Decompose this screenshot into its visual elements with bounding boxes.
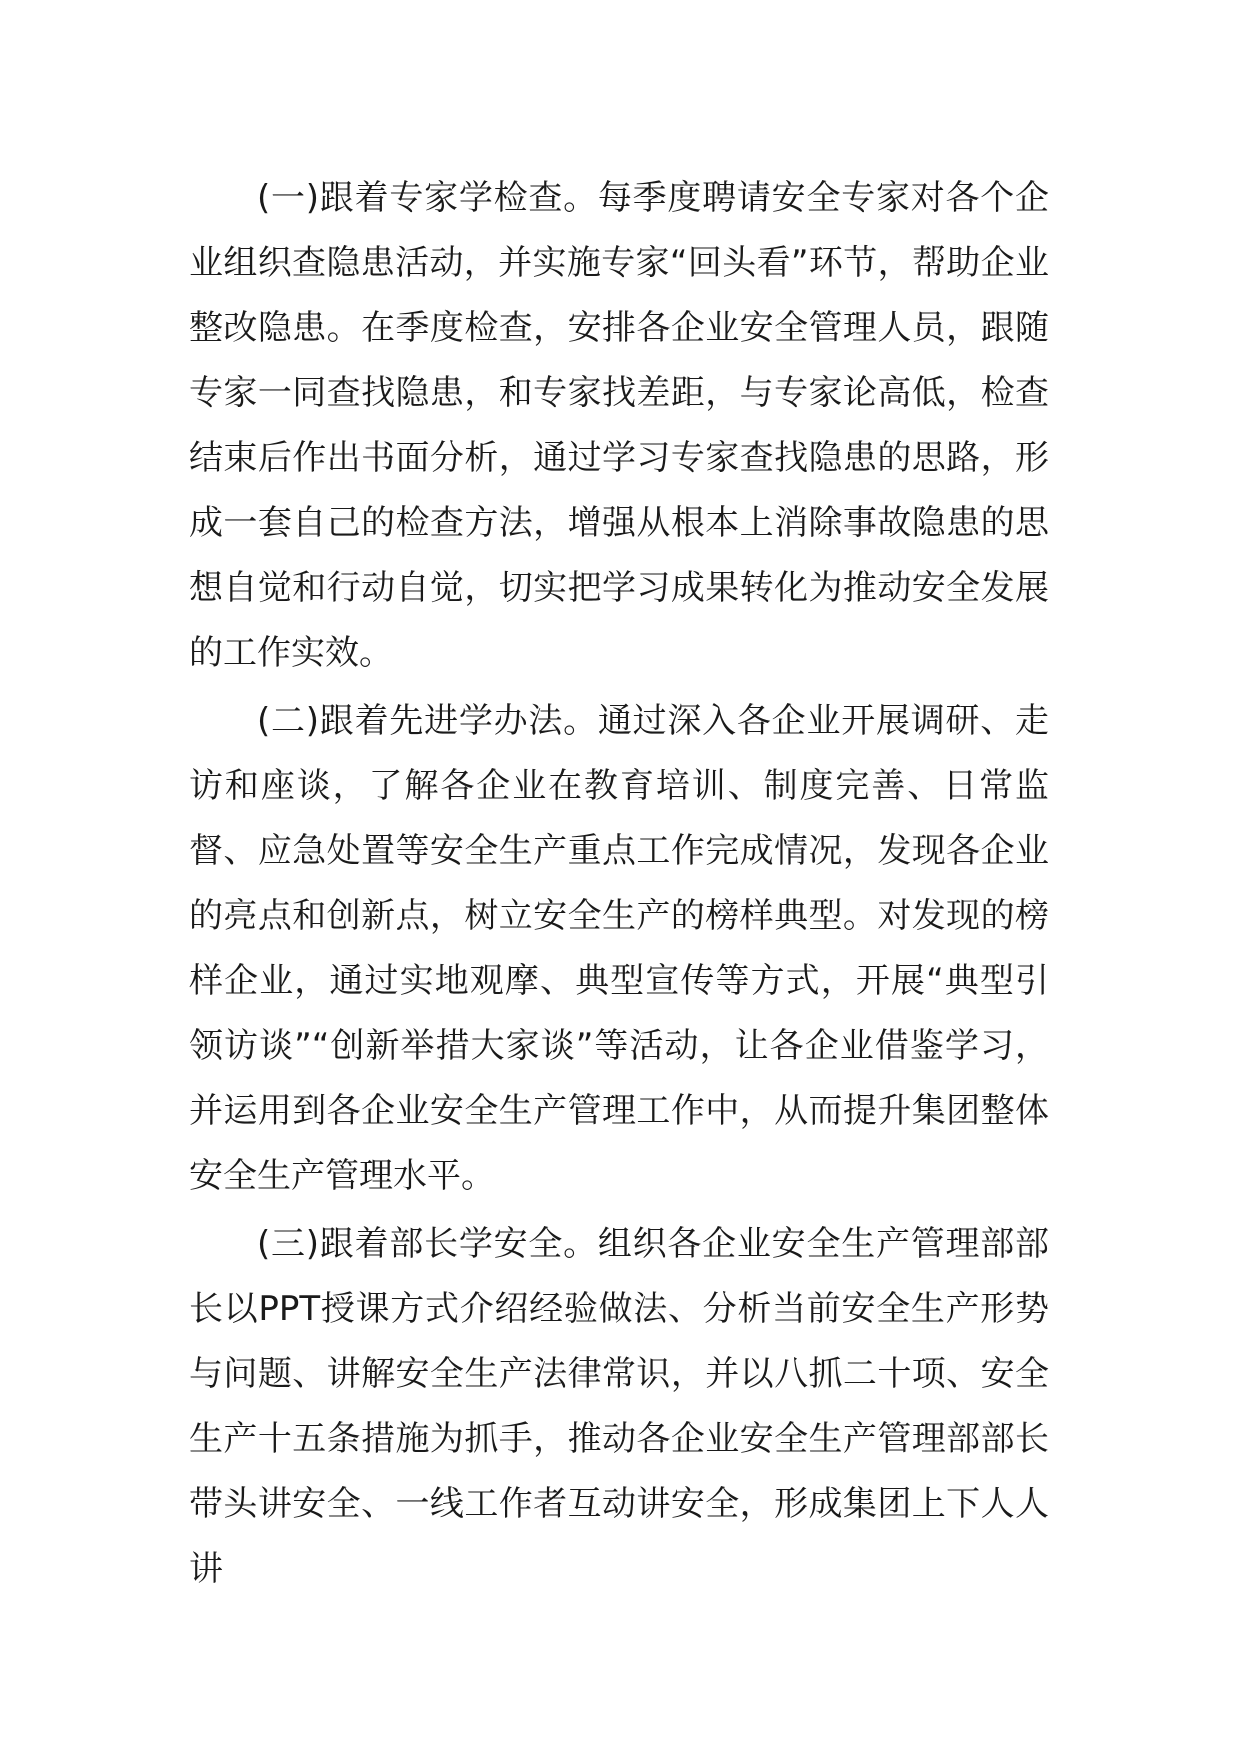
paragraph-advanced-methods: (二)跟着先进学办法。通过深入各企业开展调研、走访和座谈，了解各企业在教育培训、制度完善、日常监督、应急处置等安全生产重点工作完成情况，发现各企业的亮点和创新点，树立安全生产的榜样典型。对发现的榜样企业，通过实地观摩、典型宣传等方式，开展“典型引领访谈”“创新举措大家谈”等活动，让各企业借鉴学习，并运用到各企业安全生产管理工作中，从而提升集团整体安全生产管理水平。 bbox=[189, 701, 1049, 1196]
paragraph-minister-safety: (三)跟着部长学安全。组织各企业安全生产管理部部长以PPT授课方式介绍经验做法、分析当前安全生产形势与问题、讲解安全生产法律常识，并以八抓二十项、安全生产十五条措施为抓手，推动各企业安全生产管理部部长带头讲安全、一线工作者互动讲安全，形成集团上下人人讲 bbox=[189, 1224, 1049, 1589]
paragraph-expert-inspection: (一)跟着专家学检查。每季度聘请安全专家对各个企业组织查隐患活动，并实施专家“回头看”环节，帮助企业整改隐患。在季度检查，安排各企业安全管理人员，跟随专家一同查找隐患，和专家找差距，与专家论高低，检查结束后作出书面分析，通过学习专家查找隐患的思路，形成一套自己的检查方法，增强从根本上消除事故隐患的思想自觉和行动自觉，切实把学习成果转化为推动安全发展的工作实效。 bbox=[189, 178, 1049, 673]
